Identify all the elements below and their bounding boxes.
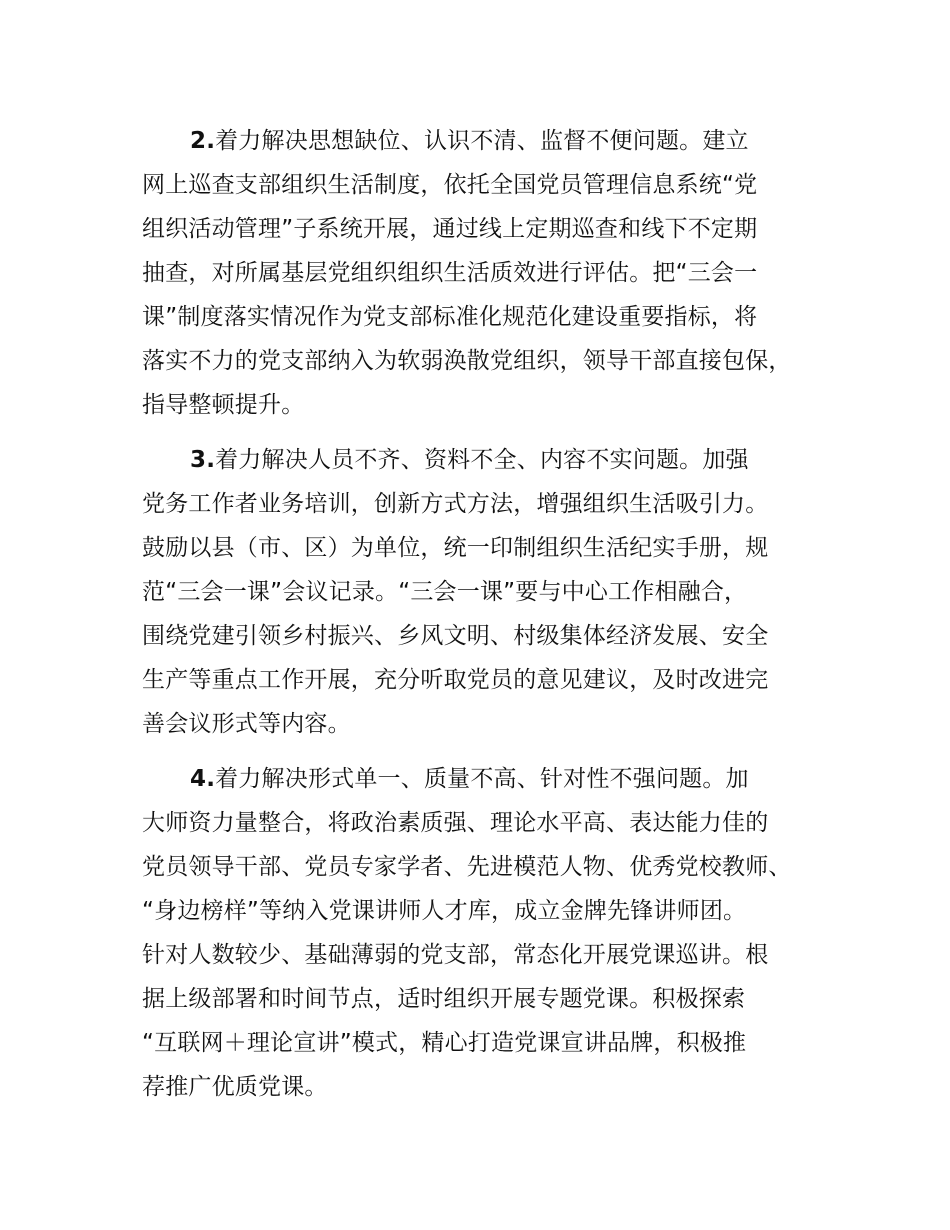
paragraph-line: 网上巡查支部组织生活制度，依托全国党员管理信息系统“党 (142, 172, 758, 198)
line-text: 着力解决形式单一、质量不高、针对性不强问题。加 (215, 766, 749, 792)
paragraph-line: 课”制度落实情况作为党支部标准化规范化建设重要指标，将 (142, 304, 758, 330)
paragraph-line: 落实不力的党支部纳入为软弱涣散党组织，领导干部直接包保， (142, 348, 792, 374)
paragraph-line (142, 757, 842, 801)
line-text: 着力解决人员不齐、资料不全、内容不实问题。加强 (215, 447, 749, 473)
paragraph-4 (142, 757, 842, 1109)
paragraph-line: 党员领导干部、党员专家学者、先进模范人物、优秀党校教师、 (142, 854, 792, 880)
paragraph-line: 生产等重点工作开展，充分听取党员的意见建议，及时改进完 (142, 667, 769, 693)
paragraph-2 (142, 119, 842, 427)
paragraph-3 (142, 438, 842, 746)
paragraph-line: 善会议形式等内容。 (142, 711, 351, 737)
paragraph-line: 组织活动管理”子系统开展，通过线上定期巡查和线下不定期 (142, 216, 758, 242)
paragraph-line (142, 438, 842, 482)
line-text: 着力解决思想缺位、认识不清、监督不便问题。建立 (215, 128, 749, 154)
paragraph-line: 围绕党建引领乡村振兴、乡风文明、村级集体经济发展、安全 (142, 623, 769, 649)
paragraph-line: 党务工作者业务培训，创新方式方法，增强组织生活吸引力。 (142, 491, 769, 517)
paragraph-line: 范“三会一课”会议记录。“三会一课”要与中心工作相融合， (142, 579, 748, 605)
paragraph-line: 针对人数较少、基础薄弱的党支部，常态化开展党课巡讲。根 (142, 942, 769, 968)
paragraph-line: “身边榜样”等纳入党课讲师人才库，成立金牌先锋讲师团。 (142, 898, 747, 924)
paragraph-line: 鼓励以县（市、区）为单位，统一印制组织生活纪实手册，规 (142, 535, 769, 561)
paragraph-line: 抽查，对所属基层党组织组织生活质效进行评估。把“三会一 (142, 260, 758, 286)
paragraph-line: 指导整顿提升。 (142, 392, 305, 418)
paragraph-line: 据上级部署和时间节点，适时组织开展专题党课。积极探索 (142, 986, 746, 1012)
paragraph-number: 4. (190, 766, 216, 792)
paragraph-line: “互联网＋理论宣讲”模式，精心打造党课宣讲品牌，积极推 (142, 1030, 747, 1056)
paragraph-number: 3. (190, 447, 216, 473)
paragraph-line (142, 119, 842, 163)
paragraph-line: 荐推广优质党课。 (142, 1074, 328, 1100)
paragraph-number: 2. (190, 128, 216, 154)
paragraph-line: 大师资力量整合，将政治素质强、理论水平高、表达能力佳的 (142, 810, 769, 836)
